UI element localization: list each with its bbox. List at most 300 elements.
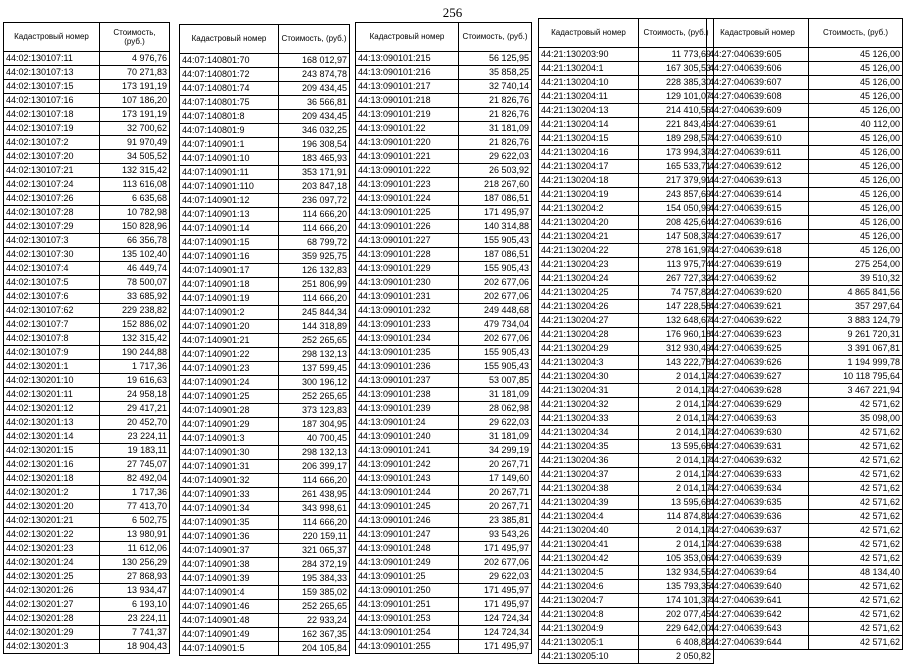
table-row: [539, 552, 714, 566]
cadastral-number-cell: 44:27:040639:606: [707, 62, 809, 76]
cadastral-number-cell: 44:02:130107:24: [4, 178, 100, 192]
cadastral-number-cell: 44:27:040639:644: [707, 636, 809, 650]
cost-cell: 343 998,61: [279, 502, 350, 516]
cadastral-number-cell: 44:21:130204:33: [539, 412, 639, 426]
cost-cell: 243 874,78: [279, 68, 350, 82]
cadastral-number-cell: 44:07:140901:39: [180, 572, 279, 586]
cadastral-number-cell: 44:21:130204:18: [539, 174, 639, 188]
cost-cell: 45 126,00: [809, 230, 903, 244]
table-row: [707, 356, 903, 370]
table-row: [180, 138, 350, 152]
cost-cell: 45 126,00: [809, 104, 903, 118]
cost-cell: 42 571,62: [809, 622, 903, 636]
table-row: [356, 626, 532, 640]
table-row: [180, 432, 350, 446]
cost-cell: 114 874,81: [639, 510, 714, 524]
table-row: [707, 524, 903, 538]
table-row: [4, 626, 170, 640]
table-row: [707, 454, 903, 468]
cadastral-number-cell: 44:21:130204:39: [539, 496, 639, 510]
cadastral-number-cell: 44:02:130107:7: [4, 318, 100, 332]
cost-cell: 171 495,97: [459, 598, 532, 612]
table-row: [356, 374, 532, 388]
cost-table-5: [706, 18, 903, 650]
cost-cell: 129 101,07: [639, 90, 714, 104]
table-row: [707, 538, 903, 552]
table-row: [356, 458, 532, 472]
table-row: [707, 300, 903, 314]
cadastral-number-cell: 44:27:040639:62: [707, 272, 809, 286]
cadastral-number-cell: 44:27:040639:630: [707, 426, 809, 440]
table-row: [707, 608, 903, 622]
table-row: [539, 244, 714, 258]
table-row: [539, 300, 714, 314]
cadastral-number-cell: 44:13:090101:216: [356, 66, 459, 80]
table-row: [539, 90, 714, 104]
cadastral-number-cell: 44:02:130201:28: [4, 612, 100, 626]
cadastral-number-cell: 44:27:040639:627: [707, 370, 809, 384]
cost-cell: 45 126,00: [809, 132, 903, 146]
table-row: [707, 90, 903, 104]
cost-cell: 298 132,13: [279, 446, 350, 460]
cadastral-number-cell: 44:21:130204:31: [539, 384, 639, 398]
table-row: [4, 514, 170, 528]
cost-cell: 21 826,76: [459, 136, 532, 150]
cadastral-number-cell: 44:13:090101:218: [356, 94, 459, 108]
cadastral-number-cell: 44:27:040639:643: [707, 622, 809, 636]
cadastral-number-cell: 44:02:130201:27: [4, 598, 100, 612]
cost-cell: 42 571,62: [809, 454, 903, 468]
cadastral-number-cell: 44:13:090101:25: [356, 570, 459, 584]
table-row: [180, 362, 350, 376]
table-row: [180, 264, 350, 278]
table-row: [539, 258, 714, 272]
cost-table-3: [355, 22, 532, 654]
cadastral-number-cell: 44:21:130204:4: [539, 510, 639, 524]
cadastral-number-cell: 44:27:040639:623: [707, 328, 809, 342]
cadastral-number-cell: 44:02:130201:14: [4, 430, 100, 444]
table-row: [4, 304, 170, 318]
table-row: [180, 96, 350, 110]
table-row: [4, 290, 170, 304]
cost-cell: 189 298,57: [639, 132, 714, 146]
cadastral-number-cell: 44:27:040639:634: [707, 482, 809, 496]
table-row: [539, 622, 714, 636]
cadastral-number-cell: 44:27:040639:629: [707, 398, 809, 412]
cost-cell: 1 717,36: [100, 486, 170, 500]
table-row: [180, 572, 350, 586]
table-row: [539, 566, 714, 580]
cadastral-number-cell: 44:07:140901:31: [180, 460, 279, 474]
cost-cell: 42 571,62: [809, 538, 903, 552]
header-cadastral-number: Кадастровый номер: [356, 23, 459, 52]
table-row: [707, 580, 903, 594]
table-row: [180, 600, 350, 614]
table-row: [707, 230, 903, 244]
cost-cell: 22 933,24: [279, 614, 350, 628]
table-row: [539, 76, 714, 90]
cost-cell: 209 434,45: [279, 82, 350, 96]
cadastral-number-cell: 44:13:090101:230: [356, 276, 459, 290]
cost-cell: 113 616,08: [100, 178, 170, 192]
cadastral-number-cell: 44:07:140901:38: [180, 558, 279, 572]
cost-cell: 132 934,55: [639, 566, 714, 580]
cost-cell: 252 265,65: [279, 600, 350, 614]
cost-cell: 140 314,88: [459, 220, 532, 234]
table-row: [539, 510, 714, 524]
cost-cell: 187 086,51: [459, 192, 532, 206]
cost-cell: 93 543,26: [459, 528, 532, 542]
table-row: [180, 180, 350, 194]
cadastral-number-cell: 44:02:130201:21: [4, 514, 100, 528]
cost-cell: 132 648,67: [639, 314, 714, 328]
table-row: [539, 230, 714, 244]
cost-cell: 243 857,69: [639, 188, 714, 202]
table-row: [356, 52, 532, 66]
table-row: [356, 262, 532, 276]
cadastral-number-cell: 44:13:090101:215: [356, 52, 459, 66]
header-cost: Стоимость, (руб.): [639, 19, 714, 48]
cadastral-number-cell: 44:02:130201:2: [4, 486, 100, 500]
table-row: [356, 360, 532, 374]
cost-cell: 4 976,76: [100, 52, 170, 66]
table-row: [356, 486, 532, 500]
table-row: [707, 566, 903, 580]
cost-cell: 42 571,62: [809, 580, 903, 594]
cost-cell: 252 265,65: [279, 334, 350, 348]
cadastral-number-cell: 44:07:140901:12: [180, 194, 279, 208]
cadastral-number-cell: 44:13:090101:225: [356, 206, 459, 220]
table-row: [707, 272, 903, 286]
table-row: [707, 398, 903, 412]
cost-cell: 298 132,13: [279, 348, 350, 362]
table-row: [180, 222, 350, 236]
table-row: [4, 262, 170, 276]
cadastral-number-cell: 44:07:140901:18: [180, 278, 279, 292]
table-row: [180, 558, 350, 572]
table-row: [707, 482, 903, 496]
page-number: 256: [442, 5, 463, 20]
cadastral-number-cell: 44:13:090101:249: [356, 556, 459, 570]
cost-cell: 42 571,62: [809, 426, 903, 440]
cadastral-number-cell: 44:07:140901:46: [180, 600, 279, 614]
table-row: [4, 234, 170, 248]
cadastral-number-cell: 44:07:140901:29: [180, 418, 279, 432]
cadastral-number-cell: 44:21:130204:16: [539, 146, 639, 160]
cost-cell: 202 677,06: [459, 290, 532, 304]
table-row: [356, 192, 532, 206]
cadastral-number-cell: 44:21:130204:28: [539, 328, 639, 342]
cadastral-number-cell: 44:21:130204:34: [539, 426, 639, 440]
table-row: [707, 370, 903, 384]
cost-cell: 155 905,43: [459, 346, 532, 360]
table-row: [356, 248, 532, 262]
cadastral-number-cell: 44:21:130204:26: [539, 300, 639, 314]
table-row: [180, 236, 350, 250]
table-row: [180, 68, 350, 82]
table-row: [180, 250, 350, 264]
cadastral-number-cell: 44:07:140901:19: [180, 292, 279, 306]
cost-cell: 114 666,20: [279, 292, 350, 306]
table-row: [180, 530, 350, 544]
cadastral-number-cell: 44:21:130204:13: [539, 104, 639, 118]
cost-cell: 312 930,49: [639, 342, 714, 356]
cadastral-number-cell: 44:07:140901:36: [180, 530, 279, 544]
cadastral-number-cell: 44:02:130107:2: [4, 136, 100, 150]
table-row: [356, 206, 532, 220]
cadastral-number-cell: 44:02:130107:26: [4, 192, 100, 206]
cadastral-number-cell: 44:27:040639:641: [707, 594, 809, 608]
table-row: [707, 440, 903, 454]
table-row: [4, 528, 170, 542]
table-row: [539, 454, 714, 468]
cadastral-number-cell: 44:13:090101:241: [356, 444, 459, 458]
cadastral-number-cell: 44:07:140901:10: [180, 152, 279, 166]
cost-cell: 24 958,18: [100, 388, 170, 402]
cost-cell: 45 126,00: [809, 202, 903, 216]
table-row: [707, 286, 903, 300]
cost-cell: 2 014,17: [639, 468, 714, 482]
cadastral-number-cell: 44:07:140801:70: [180, 54, 279, 68]
cadastral-number-cell: 44:27:040639:638: [707, 538, 809, 552]
cadastral-number-cell: 44:21:130204:40: [539, 524, 639, 538]
cadastral-number-cell: 44:07:140901:3: [180, 432, 279, 446]
table-row: [180, 516, 350, 530]
cadastral-number-cell: 44:07:140801:75: [180, 96, 279, 110]
table-row: [707, 174, 903, 188]
table-row: [180, 54, 350, 68]
table-row: [356, 444, 532, 458]
cadastral-number-cell: 44:21:130204:27: [539, 314, 639, 328]
cadastral-number-cell: 44:13:090101:217: [356, 80, 459, 94]
cost-cell: 53 007,85: [459, 374, 532, 388]
cost-cell: 284 372,19: [279, 558, 350, 572]
cost-cell: 42 571,62: [809, 440, 903, 454]
table-row: [180, 642, 350, 656]
cadastral-number-cell: 44:21:130204:2: [539, 202, 639, 216]
table-row: [180, 376, 350, 390]
cost-cell: 155 905,43: [459, 360, 532, 374]
cost-cell: 10 782,98: [100, 206, 170, 220]
table-row: [4, 500, 170, 514]
table-row: [539, 538, 714, 552]
table-row: [539, 636, 714, 650]
cost-cell: 168 012,97: [279, 54, 350, 68]
cadastral-number-cell: 44:21:130204:23: [539, 258, 639, 272]
cost-cell: 36 566,81: [279, 96, 350, 110]
cadastral-number-cell: 44:21:130204:19: [539, 188, 639, 202]
cadastral-number-cell: 44:07:140801:74: [180, 82, 279, 96]
table-row: [539, 594, 714, 608]
cost-cell: 28 062,98: [459, 402, 532, 416]
cadastral-number-cell: 44:02:130201:18: [4, 472, 100, 486]
table-row: [180, 404, 350, 418]
cost-cell: 373 123,83: [279, 404, 350, 418]
cost-cell: 42 571,62: [809, 496, 903, 510]
table-row: [180, 320, 350, 334]
cadastral-number-cell: 44:02:130107:28: [4, 206, 100, 220]
table-row: [539, 370, 714, 384]
cadastral-number-cell: 44:27:040639:615: [707, 202, 809, 216]
cost-table-2: [179, 24, 350, 656]
table-row: [180, 194, 350, 208]
cost-cell: 45 126,00: [809, 216, 903, 230]
table-row: [4, 178, 170, 192]
cost-cell: 23 385,81: [459, 514, 532, 528]
cost-cell: 105 353,06: [639, 552, 714, 566]
table-row: [4, 122, 170, 136]
cadastral-number-cell: 44:07:140901:14: [180, 222, 279, 236]
table-row: [180, 390, 350, 404]
cost-cell: 70 271,83: [100, 66, 170, 80]
cost-cell: 45 126,00: [809, 76, 903, 90]
cadastral-number-cell: 44:27:040639:628: [707, 384, 809, 398]
cadastral-number-cell: 44:27:040639:618: [707, 244, 809, 258]
cadastral-number-cell: 44:02:130201:24: [4, 556, 100, 570]
table-header-row: [539, 19, 714, 48]
table-row: [356, 528, 532, 542]
cadastral-number-cell: 44:02:130201:3: [4, 640, 100, 654]
table-row: [180, 348, 350, 362]
cost-cell: 202 677,06: [459, 276, 532, 290]
table-row: [4, 458, 170, 472]
table-row: [539, 440, 714, 454]
cadastral-number-cell: 44:07:140901:15: [180, 236, 279, 250]
cost-cell: 2 014,17: [639, 524, 714, 538]
table-row: [707, 48, 903, 62]
cadastral-number-cell: 44:13:090101:251: [356, 598, 459, 612]
table-row: [4, 136, 170, 150]
table-row: [707, 552, 903, 566]
cadastral-number-cell: 44:27:040639:614: [707, 188, 809, 202]
table-row: [180, 152, 350, 166]
table-row: [4, 220, 170, 234]
cadastral-number-cell: 44:21:130204:11: [539, 90, 639, 104]
cadastral-number-cell: 44:07:140801:9: [180, 124, 279, 138]
table-row: [4, 570, 170, 584]
cadastral-number-cell: 44:13:090101:234: [356, 332, 459, 346]
cadastral-number-cell: 44:13:090101:242: [356, 458, 459, 472]
table-header-row: [707, 19, 903, 48]
cadastral-number-cell: 44:21:130204:36: [539, 454, 639, 468]
cost-cell: 82 492,04: [100, 472, 170, 486]
cadastral-number-cell: 44:13:090101:229: [356, 262, 459, 276]
cadastral-number-cell: 44:27:040639:608: [707, 90, 809, 104]
table-row: [356, 598, 532, 612]
cadastral-number-cell: 44:13:090101:255: [356, 640, 459, 654]
cadastral-number-cell: 44:27:040639:61: [707, 118, 809, 132]
cadastral-number-cell: 44:13:090101:243: [356, 472, 459, 486]
header-cadastral-number: Кадастровый номер: [539, 19, 639, 48]
cost-cell: 171 495,97: [459, 584, 532, 598]
cost-cell: 6 408,82: [639, 636, 714, 650]
table-row: [180, 614, 350, 628]
table-row: [707, 496, 903, 510]
table-row: [180, 110, 350, 124]
cost-cell: 26 503,92: [459, 164, 532, 178]
cadastral-number-cell: 44:02:130201:23: [4, 542, 100, 556]
cadastral-number-cell: 44:07:140901:24: [180, 376, 279, 390]
cadastral-number-cell: 44:07:140901:2: [180, 306, 279, 320]
cost-cell: 126 132,83: [279, 264, 350, 278]
cadastral-number-cell: 44:02:130201:20: [4, 500, 100, 514]
cost-cell: 275 254,00: [809, 258, 903, 272]
table-row: [707, 244, 903, 258]
cost-cell: 2 014,17: [639, 370, 714, 384]
cost-cell: 124 724,34: [459, 612, 532, 626]
cost-cell: 42 571,62: [809, 608, 903, 622]
cost-cell: 40 700,45: [279, 432, 350, 446]
cost-cell: 45 126,00: [809, 146, 903, 160]
table-row: [356, 514, 532, 528]
cadastral-number-cell: 44:13:090101:237: [356, 374, 459, 388]
header-cost: Стоимость, (руб.): [100, 23, 170, 52]
table-row: [356, 332, 532, 346]
table-row: [356, 556, 532, 570]
cost-cell: 107 186,20: [100, 94, 170, 108]
cost-cell: 13 595,68: [639, 440, 714, 454]
cadastral-number-cell: 44:27:040639:632: [707, 454, 809, 468]
cadastral-number-cell: 44:21:130204:1: [539, 62, 639, 76]
cost-cell: 2 014,17: [639, 454, 714, 468]
table-row: [4, 318, 170, 332]
cost-cell: 27 745,07: [100, 458, 170, 472]
cadastral-number-cell: 44:13:090101:246: [356, 514, 459, 528]
table-row: [539, 384, 714, 398]
table-row: [356, 500, 532, 514]
cost-cell: 2 014,17: [639, 426, 714, 440]
table-row: [4, 374, 170, 388]
table-row: [539, 174, 714, 188]
cost-cell: 31 181,09: [459, 388, 532, 402]
cost-cell: 29 622,03: [459, 416, 532, 430]
table-row: [356, 80, 532, 94]
cost-cell: 27 868,93: [100, 570, 170, 584]
cost-cell: 171 495,97: [459, 206, 532, 220]
cost-cell: 42 571,62: [809, 524, 903, 538]
cadastral-number-cell: 44:13:090101:240: [356, 430, 459, 444]
table-row: [707, 314, 903, 328]
table-row: [707, 202, 903, 216]
cadastral-number-cell: 44:02:130107:9: [4, 346, 100, 360]
table-row: [356, 178, 532, 192]
cost-cell: 218 267,60: [459, 178, 532, 192]
cadastral-number-cell: 44:07:140901:48: [180, 614, 279, 628]
cadastral-number-cell: 44:13:090101:235: [356, 346, 459, 360]
cost-cell: 45 126,00: [809, 62, 903, 76]
cost-cell: 202 677,06: [459, 332, 532, 346]
cadastral-number-cell: 44:07:140801:72: [180, 68, 279, 82]
cost-cell: 229 238,82: [100, 304, 170, 318]
cost-cell: 245 844,34: [279, 306, 350, 320]
table-row: [356, 346, 532, 360]
table-row: [4, 598, 170, 612]
cost-cell: 187 304,95: [279, 418, 350, 432]
cost-cell: 48 134,40: [809, 566, 903, 580]
cost-cell: 150 828,96: [100, 220, 170, 234]
cadastral-number-cell: 44:07:140901:37: [180, 544, 279, 558]
table-row: [539, 468, 714, 482]
table-row: [539, 160, 714, 174]
table-row: [356, 66, 532, 80]
cost-cell: 162 367,35: [279, 628, 350, 642]
cost-cell: 9 261 720,31: [809, 328, 903, 342]
table-row: [707, 188, 903, 202]
cost-cell: 13 934,47: [100, 584, 170, 598]
cost-cell: 190 244,88: [100, 346, 170, 360]
cost-cell: 251 806,99: [279, 278, 350, 292]
cost-cell: 147 508,37: [639, 230, 714, 244]
